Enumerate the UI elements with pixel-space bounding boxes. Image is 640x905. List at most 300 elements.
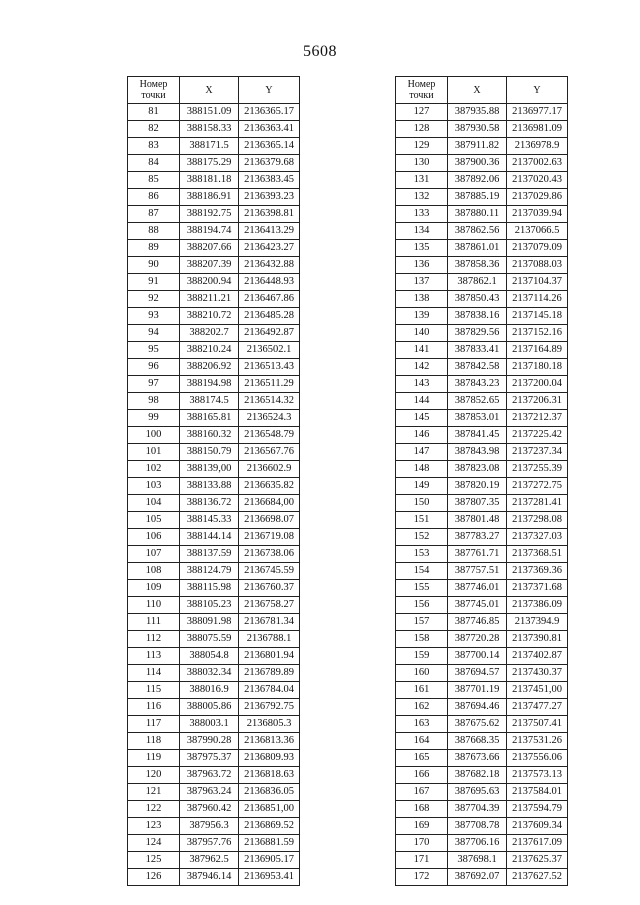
table-row — [396, 869, 568, 886]
cell-x: 388144.14 — [180, 529, 239, 546]
cell-point-number: 139 — [396, 308, 448, 325]
cell-y: 2136745.59 — [239, 563, 300, 580]
cell-point-number: 87 — [128, 206, 180, 223]
table-row — [396, 461, 568, 478]
cell-y: 2136393.23 — [239, 189, 300, 206]
cell-x: 387820.19 — [448, 478, 507, 495]
table-row — [128, 852, 300, 869]
cell-y: 2136363.41 — [239, 121, 300, 138]
table-row — [396, 121, 568, 138]
cell-y: 2137164.89 — [507, 342, 568, 359]
table-row — [128, 257, 300, 274]
table-row — [128, 189, 300, 206]
table-row — [128, 138, 300, 155]
cell-y: 2136567.76 — [239, 444, 300, 461]
cell-x: 388207.39 — [180, 257, 239, 274]
cell-y: 2136818.63 — [239, 767, 300, 784]
cell-y: 2136413.29 — [239, 223, 300, 240]
table-row — [396, 274, 568, 291]
cell-point-number: 103 — [128, 478, 180, 495]
cell-point-number: 114 — [128, 665, 180, 682]
cell-x: 387823.08 — [448, 461, 507, 478]
table-row — [128, 393, 300, 410]
cell-y: 2136514.32 — [239, 393, 300, 410]
cell-point-number: 156 — [396, 597, 448, 614]
cell-x: 388075.59 — [180, 631, 239, 648]
cell-y: 2137402.87 — [507, 648, 568, 665]
cell-y: 2136809.93 — [239, 750, 300, 767]
table-row — [396, 580, 568, 597]
table-row — [128, 631, 300, 648]
table-row — [128, 461, 300, 478]
cell-x: 387675.62 — [448, 716, 507, 733]
cell-x: 387698.1 — [448, 852, 507, 869]
cell-point-number: 124 — [128, 835, 180, 852]
cell-point-number: 95 — [128, 342, 180, 359]
cell-y: 2137386.09 — [507, 597, 568, 614]
cell-x: 388158.33 — [180, 121, 239, 138]
cell-x: 387668.35 — [448, 733, 507, 750]
cell-x: 387911.82 — [448, 138, 507, 155]
cell-y: 2136788.1 — [239, 631, 300, 648]
cell-x: 388165.81 — [180, 410, 239, 427]
table-row — [128, 444, 300, 461]
cell-y: 2136524.3 — [239, 410, 300, 427]
table-row — [128, 291, 300, 308]
table-row — [128, 223, 300, 240]
cell-y: 2137368.51 — [507, 546, 568, 563]
cell-point-number: 144 — [396, 393, 448, 410]
cell-point-number: 83 — [128, 138, 180, 155]
cell-point-number: 93 — [128, 308, 180, 325]
cell-x: 388175.29 — [180, 155, 239, 172]
table-row — [128, 410, 300, 427]
table-row — [396, 784, 568, 801]
cell-x: 388005.86 — [180, 699, 239, 716]
table-row — [396, 665, 568, 682]
cell-x: 387963.24 — [180, 784, 239, 801]
cell-y: 2136953.41 — [239, 869, 300, 886]
table-row — [128, 325, 300, 342]
cell-point-number: 97 — [128, 376, 180, 393]
table-row — [128, 614, 300, 631]
cell-x: 387700.14 — [448, 648, 507, 665]
cell-y: 2136781.34 — [239, 614, 300, 631]
cell-y: 2137237.34 — [507, 444, 568, 461]
table-row — [396, 359, 568, 376]
cell-y: 2136423.27 — [239, 240, 300, 257]
header-x: X — [448, 77, 507, 104]
cell-point-number: 138 — [396, 291, 448, 308]
header-x: X — [180, 77, 239, 104]
cell-y: 2137225.42 — [507, 427, 568, 444]
page-number: 5608 — [303, 43, 337, 60]
cell-y: 2137079.09 — [507, 240, 568, 257]
cell-y: 2137394.9 — [507, 614, 568, 631]
cell-y: 2137451,00 — [507, 682, 568, 699]
cell-x: 387706.16 — [448, 835, 507, 852]
cell-x: 387682.18 — [448, 767, 507, 784]
cell-point-number: 127 — [396, 104, 448, 121]
table-body — [128, 104, 300, 886]
table-row — [396, 597, 568, 614]
table-row — [396, 291, 568, 308]
cell-x: 387885.19 — [448, 189, 507, 206]
cell-x: 387692.07 — [448, 869, 507, 886]
cell-y: 2137281.41 — [507, 495, 568, 512]
header-y: Y — [239, 77, 300, 104]
cell-y: 2136379.68 — [239, 155, 300, 172]
cell-y: 2137255.39 — [507, 461, 568, 478]
cell-y: 2136398.81 — [239, 206, 300, 223]
table-row — [396, 172, 568, 189]
table-row — [396, 155, 568, 172]
cell-x: 387829.56 — [448, 325, 507, 342]
cell-x: 388124.79 — [180, 563, 239, 580]
table-row — [396, 223, 568, 240]
cell-y: 2136813.36 — [239, 733, 300, 750]
cell-point-number: 145 — [396, 410, 448, 427]
cell-x: 388211.21 — [180, 291, 239, 308]
table-row — [396, 767, 568, 784]
cell-y: 2137272.75 — [507, 478, 568, 495]
cell-point-number: 101 — [128, 444, 180, 461]
cell-x: 387956.3 — [180, 818, 239, 835]
cell-y: 2136502.1 — [239, 342, 300, 359]
cell-y: 2136511.29 — [239, 376, 300, 393]
table-row — [128, 546, 300, 563]
cell-point-number: 90 — [128, 257, 180, 274]
cell-y: 2137039.94 — [507, 206, 568, 223]
cell-point-number: 172 — [396, 869, 448, 886]
cell-point-number: 165 — [396, 750, 448, 767]
cell-x: 387694.46 — [448, 699, 507, 716]
cell-x: 387862.1 — [448, 274, 507, 291]
cell-x: 388206.92 — [180, 359, 239, 376]
cell-point-number: 110 — [128, 597, 180, 614]
table-row — [128, 818, 300, 835]
table-row — [396, 546, 568, 563]
table-row — [396, 631, 568, 648]
cell-y: 2136698.07 — [239, 512, 300, 529]
cell-y: 2136881.59 — [239, 835, 300, 852]
table-row — [128, 665, 300, 682]
table-row — [128, 308, 300, 325]
cell-point-number: 167 — [396, 784, 448, 801]
cell-y: 2137627.52 — [507, 869, 568, 886]
cell-y: 2136432.88 — [239, 257, 300, 274]
cell-x: 387807.35 — [448, 495, 507, 512]
table-row — [396, 427, 568, 444]
cell-y: 2137200.04 — [507, 376, 568, 393]
cell-y: 2136365.14 — [239, 138, 300, 155]
cell-x: 387853.01 — [448, 410, 507, 427]
cell-x: 388003.1 — [180, 716, 239, 733]
table-header-row — [396, 77, 568, 104]
cell-y: 2137206.31 — [507, 393, 568, 410]
cell-x: 388194.98 — [180, 376, 239, 393]
table-row — [128, 682, 300, 699]
table-row — [396, 818, 568, 835]
cell-point-number: 126 — [128, 869, 180, 886]
table-row — [128, 155, 300, 172]
cell-x: 387862.56 — [448, 223, 507, 240]
cell-point-number: 142 — [396, 359, 448, 376]
coordinates-table-right — [395, 76, 568, 886]
cell-y: 2137477.27 — [507, 699, 568, 716]
cell-y: 2137573.13 — [507, 767, 568, 784]
coordinates-table-left — [127, 76, 300, 886]
cell-x: 388145.33 — [180, 512, 239, 529]
cell-point-number: 102 — [128, 461, 180, 478]
cell-point-number: 162 — [396, 699, 448, 716]
table-row — [396, 206, 568, 223]
cell-y: 2136851,00 — [239, 801, 300, 818]
table-row — [396, 733, 568, 750]
cell-x: 388160.32 — [180, 427, 239, 444]
cell-y: 2137531.26 — [507, 733, 568, 750]
cell-y: 2136801.94 — [239, 648, 300, 665]
cell-x: 387880.11 — [448, 206, 507, 223]
table-row — [396, 852, 568, 869]
cell-point-number: 119 — [128, 750, 180, 767]
cell-y: 2136758.27 — [239, 597, 300, 614]
table-row — [396, 529, 568, 546]
cell-x: 387843.23 — [448, 376, 507, 393]
cell-x: 387833.41 — [448, 342, 507, 359]
table-row — [128, 206, 300, 223]
cell-x: 388150.79 — [180, 444, 239, 461]
cell-x: 387746.01 — [448, 580, 507, 597]
cell-y: 2136905.17 — [239, 852, 300, 869]
cell-x: 388207.66 — [180, 240, 239, 257]
cell-point-number: 94 — [128, 325, 180, 342]
cell-point-number: 141 — [396, 342, 448, 359]
cell-y: 2136760.37 — [239, 580, 300, 597]
cell-x: 387673.66 — [448, 750, 507, 767]
cell-y: 2137369.36 — [507, 563, 568, 580]
cell-x: 387704.39 — [448, 801, 507, 818]
table-row — [396, 512, 568, 529]
cell-x: 388136.72 — [180, 495, 239, 512]
cell-point-number: 89 — [128, 240, 180, 257]
table-row — [396, 240, 568, 257]
cell-x: 388137.59 — [180, 546, 239, 563]
cell-x: 387858.36 — [448, 257, 507, 274]
cell-point-number: 81 — [128, 104, 180, 121]
table-row — [128, 580, 300, 597]
cell-y: 2137029.86 — [507, 189, 568, 206]
table-row — [128, 835, 300, 852]
cell-point-number: 115 — [128, 682, 180, 699]
cell-point-number: 132 — [396, 189, 448, 206]
table-row — [396, 614, 568, 631]
table-row — [396, 563, 568, 580]
cell-point-number: 153 — [396, 546, 448, 563]
cell-x: 388091.98 — [180, 614, 239, 631]
cell-x: 387801.48 — [448, 512, 507, 529]
table-row — [396, 325, 568, 342]
cell-point-number: 113 — [128, 648, 180, 665]
cell-x: 388016.9 — [180, 682, 239, 699]
cell-y: 2137002.63 — [507, 155, 568, 172]
table-row — [396, 682, 568, 699]
cell-y: 2137152.16 — [507, 325, 568, 342]
cell-x: 387695.63 — [448, 784, 507, 801]
cell-point-number: 159 — [396, 648, 448, 665]
cell-point-number: 125 — [128, 852, 180, 869]
table-row — [396, 376, 568, 393]
table-row — [128, 716, 300, 733]
cell-y: 2137212.37 — [507, 410, 568, 427]
cell-point-number: 168 — [396, 801, 448, 818]
table-row — [128, 376, 300, 393]
cell-point-number: 123 — [128, 818, 180, 835]
cell-point-number: 136 — [396, 257, 448, 274]
cell-point-number: 92 — [128, 291, 180, 308]
cell-point-number: 129 — [396, 138, 448, 155]
cell-x: 387900.36 — [448, 155, 507, 172]
cell-x: 387746.85 — [448, 614, 507, 631]
cell-x: 387757.51 — [448, 563, 507, 580]
cell-y: 2137625.37 — [507, 852, 568, 869]
cell-y: 2137507.41 — [507, 716, 568, 733]
cell-point-number: 161 — [396, 682, 448, 699]
table-row — [396, 342, 568, 359]
cell-point-number: 135 — [396, 240, 448, 257]
cell-point-number: 143 — [396, 376, 448, 393]
cell-y: 2136977.17 — [507, 104, 568, 121]
table-row — [128, 342, 300, 359]
cell-point-number: 170 — [396, 835, 448, 852]
cell-point-number: 109 — [128, 580, 180, 597]
cell-x: 388054.8 — [180, 648, 239, 665]
cell-point-number: 163 — [396, 716, 448, 733]
cell-point-number: 105 — [128, 512, 180, 529]
cell-x: 387975.37 — [180, 750, 239, 767]
cell-point-number: 82 — [128, 121, 180, 138]
cell-y: 2137020.43 — [507, 172, 568, 189]
table-header-row — [128, 77, 300, 104]
cell-x: 387990.28 — [180, 733, 239, 750]
table-row — [128, 699, 300, 716]
table-row — [396, 699, 568, 716]
table-row — [396, 750, 568, 767]
cell-y: 2137180.18 — [507, 359, 568, 376]
table-row — [128, 121, 300, 138]
table-row — [128, 172, 300, 189]
cell-y: 2136548.79 — [239, 427, 300, 444]
table-row — [128, 767, 300, 784]
table-row — [396, 835, 568, 852]
cell-point-number: 137 — [396, 274, 448, 291]
table-row — [396, 478, 568, 495]
cell-y: 2136448.93 — [239, 274, 300, 291]
cell-point-number: 91 — [128, 274, 180, 291]
cell-y: 2137088.03 — [507, 257, 568, 274]
table-row — [396, 716, 568, 733]
cell-x: 387701.19 — [448, 682, 507, 699]
cell-x: 388194.74 — [180, 223, 239, 240]
cell-x: 388139,00 — [180, 461, 239, 478]
table-row — [396, 138, 568, 155]
table-row — [396, 801, 568, 818]
table-row — [396, 444, 568, 461]
cell-x: 388174.5 — [180, 393, 239, 410]
cell-y: 2136738.06 — [239, 546, 300, 563]
table-body — [396, 104, 568, 886]
cell-x: 387761.71 — [448, 546, 507, 563]
cell-point-number: 160 — [396, 665, 448, 682]
cell-point-number: 158 — [396, 631, 448, 648]
cell-y: 2136492.87 — [239, 325, 300, 342]
cell-point-number: 117 — [128, 716, 180, 733]
cell-point-number: 107 — [128, 546, 180, 563]
cell-point-number: 112 — [128, 631, 180, 648]
cell-y: 2137298.08 — [507, 512, 568, 529]
cell-point-number: 146 — [396, 427, 448, 444]
cell-point-number: 120 — [128, 767, 180, 784]
cell-point-number: 131 — [396, 172, 448, 189]
cell-point-number: 111 — [128, 614, 180, 631]
cell-x: 387930.58 — [448, 121, 507, 138]
cell-y: 2137430.37 — [507, 665, 568, 682]
cell-y: 2136635.82 — [239, 478, 300, 495]
cell-y: 2136684,00 — [239, 495, 300, 512]
table-row — [128, 784, 300, 801]
cell-y: 2137371.68 — [507, 580, 568, 597]
cell-y: 2137114.26 — [507, 291, 568, 308]
cell-y: 2136805.3 — [239, 716, 300, 733]
table-row — [128, 733, 300, 750]
cell-x: 387720.28 — [448, 631, 507, 648]
cell-x: 387861.01 — [448, 240, 507, 257]
cell-x: 388115.98 — [180, 580, 239, 597]
cell-point-number: 154 — [396, 563, 448, 580]
cell-y: 2136719.08 — [239, 529, 300, 546]
cell-x: 387962.5 — [180, 852, 239, 869]
table-row — [128, 869, 300, 886]
cell-x: 388105.23 — [180, 597, 239, 614]
cell-y: 2136513.43 — [239, 359, 300, 376]
cell-y: 2136383.45 — [239, 172, 300, 189]
table-row — [396, 104, 568, 121]
cell-point-number: 88 — [128, 223, 180, 240]
table-row — [128, 801, 300, 818]
cell-y: 2136467.86 — [239, 291, 300, 308]
cell-y: 2137327.03 — [507, 529, 568, 546]
cell-point-number: 96 — [128, 359, 180, 376]
cell-point-number: 118 — [128, 733, 180, 750]
table-row — [128, 274, 300, 291]
cell-point-number: 150 — [396, 495, 448, 512]
table-row — [128, 512, 300, 529]
cell-x: 388210.24 — [180, 342, 239, 359]
cell-point-number: 121 — [128, 784, 180, 801]
cell-point-number: 171 — [396, 852, 448, 869]
cell-point-number: 151 — [396, 512, 448, 529]
cell-x: 387946.14 — [180, 869, 239, 886]
cell-y: 2136365.17 — [239, 104, 300, 121]
cell-y: 2136981.09 — [507, 121, 568, 138]
table-row — [396, 308, 568, 325]
cell-point-number: 148 — [396, 461, 448, 478]
table-row — [128, 427, 300, 444]
header-y: Y — [507, 77, 568, 104]
cell-x: 388210.72 — [180, 308, 239, 325]
cell-point-number: 128 — [396, 121, 448, 138]
cell-y: 2136602.9 — [239, 461, 300, 478]
